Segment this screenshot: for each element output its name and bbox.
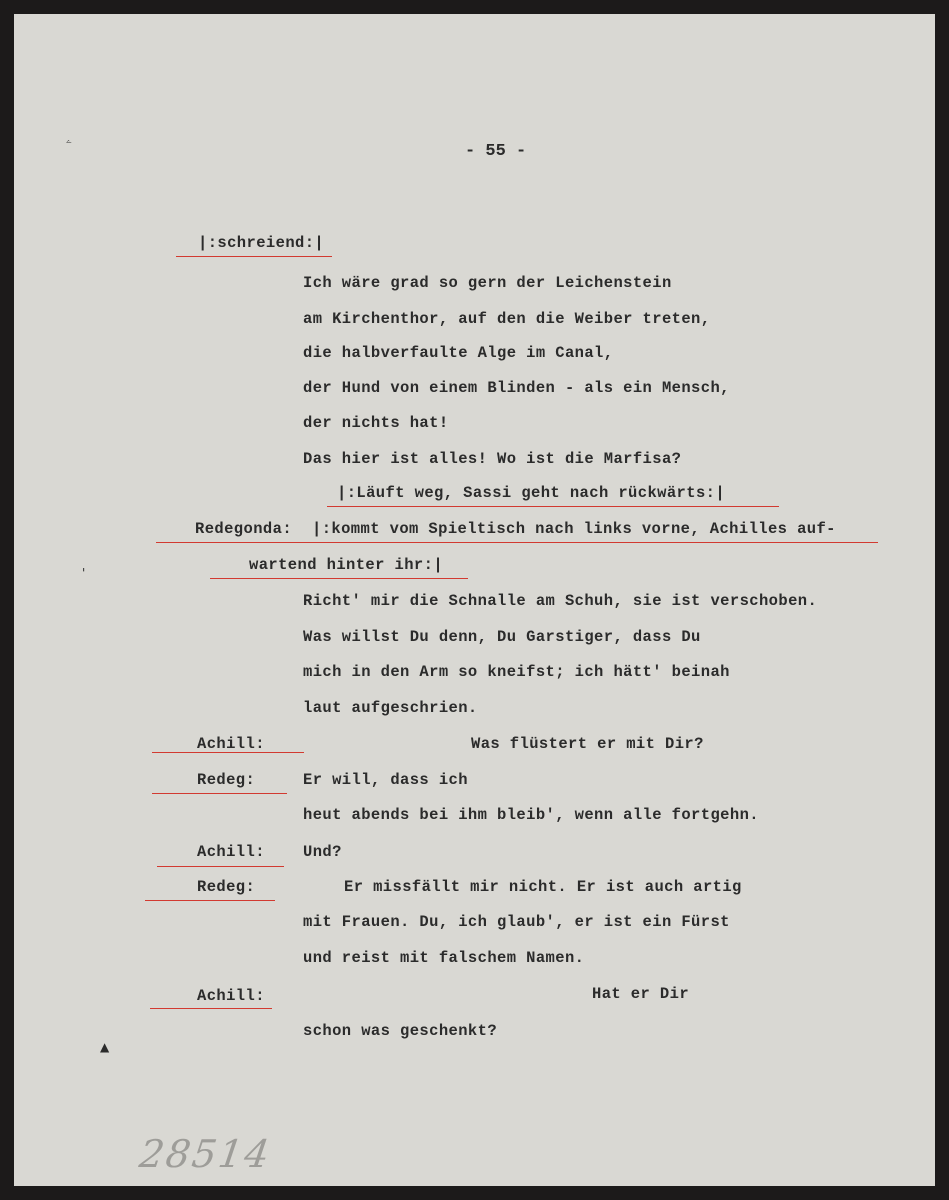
speaker-label: Achill: xyxy=(197,987,265,1005)
red-underline xyxy=(327,506,779,507)
red-underline xyxy=(150,1008,272,1009)
red-underline xyxy=(176,256,332,257)
red-underline xyxy=(152,793,287,794)
stray-mark-small: ' xyxy=(82,566,86,580)
dialogue-line: und reist mit falschem Namen. xyxy=(303,949,585,967)
arrow-mark: ▲ xyxy=(100,1040,110,1054)
dialogue-line: Was flüstert er mit Dir? xyxy=(471,735,704,753)
red-underline xyxy=(210,578,468,579)
speaker-redegonda: Redegonda: xyxy=(195,520,293,538)
stage-direction-spieltisch: |:kommt vom Spieltisch nach links vorne, Achilles auf- xyxy=(312,520,836,538)
stage-direction-spieltisch-cont: wartend hinter ihr:| xyxy=(249,556,444,574)
dialogue-line: Er missfällt mir nicht. Er ist auch artig xyxy=(344,878,742,896)
verse-line: am Kirchenthor, auf den die Weiber treten, xyxy=(303,310,711,328)
speaker-label: Redeg: xyxy=(197,771,256,789)
dialogue-line: Er will, dass ich xyxy=(303,771,468,789)
verse-line: Das hier ist alles! Wo ist die Marfisa? xyxy=(303,450,682,468)
speaker-label: Redeg: xyxy=(197,878,256,896)
red-underline xyxy=(152,752,304,753)
verse-line: Was willst Du denn, Du Garstiger, dass Du xyxy=(303,628,701,646)
dialogue-line: Hat er Dir xyxy=(592,985,690,1003)
red-underline xyxy=(157,866,284,867)
stage-direction-laeuft-weg: |:Läuft weg, Sassi geht nach rückwärts:| xyxy=(337,484,726,502)
verse-line: die halbverfaulte Alge im Canal, xyxy=(303,344,614,362)
stage-direction-schreiend: |:schreiend:| xyxy=(198,234,325,252)
verse-line: der nichts hat! xyxy=(303,414,449,432)
verse-line: Richt' mir die Schnalle am Schuh, sie ist verschoben. xyxy=(303,592,818,610)
verse-line: der Hund von einem Blinden - als ein Mensch, xyxy=(303,379,730,397)
red-underline xyxy=(145,900,275,901)
page-number: - 55 - xyxy=(465,142,527,161)
dialogue-line: schon was geschenkt? xyxy=(303,1022,498,1040)
speaker-label: Achill: xyxy=(197,843,265,861)
speaker-label: Achill: xyxy=(197,735,265,753)
dialogue-line: heut abends bei ihm bleib', wenn alle fortgehn. xyxy=(303,806,759,824)
verse-line: mich in den Arm so kneifst; ich hätt' beinah xyxy=(303,663,730,681)
dialogue-line: Und? xyxy=(303,843,342,861)
verse-line: laut aufgeschrien. xyxy=(303,699,478,717)
verse-line: Ich wäre grad so gern der Leichenstein xyxy=(303,274,672,292)
red-underline xyxy=(156,542,878,543)
dialogue-line: mit Frauen. Du, ich glaub', er ist ein Fürst xyxy=(303,913,730,931)
pencil-archive-number: 28514 xyxy=(136,1132,274,1176)
stray-marks: ۦ xyxy=(66,128,73,147)
